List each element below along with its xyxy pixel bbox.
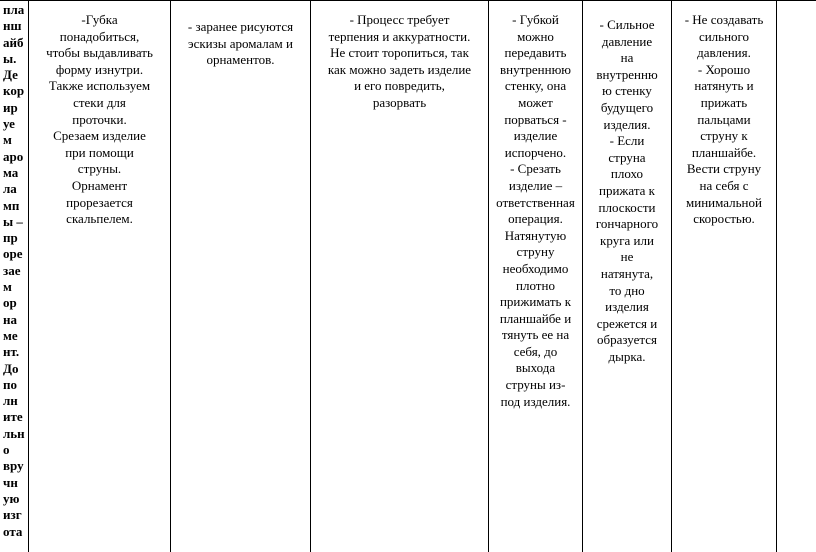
table-cell-possible-errors: - Губкой можно передавить внутреннюю стенку, она может порваться - изделие испорчено. - Срезать изделие – ответственная операция. Натянутую струну необходимо плотно прижимать к планшайбе и тянуть ее на себя, до выхода струны из- под изделия. [496, 12, 575, 409]
table-cell-error-causes: - Сильное давление на внутренню ю стенку будущего изделия. - Если струна плохо прижата к плоскости гончарного круга или не натянута, то дно изделия срежется и образуется дырка. [595, 17, 659, 364]
table-cell-tools: -Губка понадобиться, чтобы выдавливать форму изнутри. Также используем стеки для проточки. Срезаем изделие при помощи струны. Орнамент прорезается скальпелем. [46, 12, 153, 227]
table-cell-prevention: - Не создавать сильного давления. - Хорошо натянуть и прижать пальцами струну к планшайбе. Вести струну на себя с минимальной скоростью. [684, 12, 764, 227]
table-cell-empty [777, 0, 816, 552]
table-cell-method-fragment: пла нш айб ы. Де кор ир уе м аро ма ла мп ы – пр оре зае м ор на ме нт. До по лн ите льн о вру чн ую изг ота [3, 2, 25, 539]
table-cell-process-notes: - Процесс требует терпения и аккуратности. Не стоит торопиться, так как можно задеть изделие и его повредить, разорвать [327, 12, 472, 110]
table-cell-preparation: - заранее рисуются эскизы аромалам и орнаментов. [187, 19, 294, 68]
